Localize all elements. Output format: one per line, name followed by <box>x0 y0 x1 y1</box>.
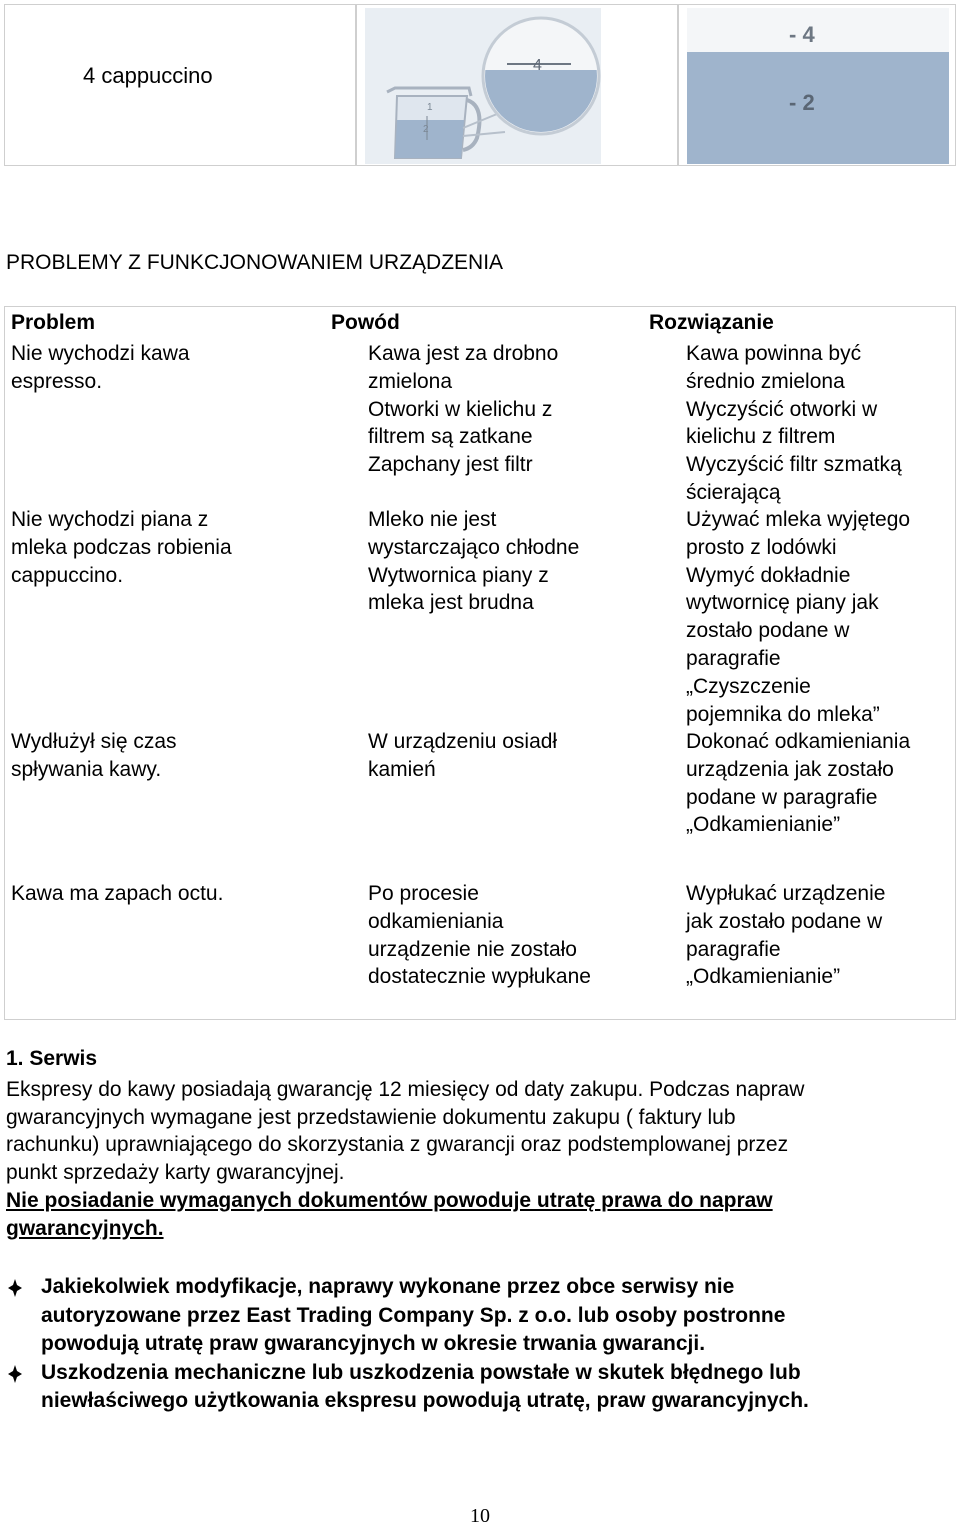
svg-text:2: 2 <box>423 124 429 135</box>
header-solution: Rozwiązanie <box>649 311 774 334</box>
section-title: PROBLEMY Z FUNKCJONOWANIEM URZĄDZENIA <box>6 251 504 274</box>
bullet-marker-icon <box>8 1365 22 1383</box>
serwis-heading: 1. Serwis <box>6 1047 98 1070</box>
header-problem: Problem <box>11 311 96 334</box>
svg-text:4: 4 <box>533 57 542 74</box>
row1-solution: Kawa powinna być średnio zmielona Wyczyścić otworki w kielichu z filtrem Wyczyścić filtr szmatką ścierającą <box>686 342 902 504</box>
serwis-warning: Nie posiadanie wymaganych dokumentów powoduje utratę prawa do napraw gwarancyjnych. <box>6 1189 773 1240</box>
row4-reason: Po procesie odkamieniania urządzenie nie zostało dostatecznie wypłukane <box>368 882 591 989</box>
row2-problem: Nie wychodzi piana z mleka podczas robienia cappuccino. <box>11 508 232 587</box>
illustration-cell-label <box>4 4 356 166</box>
svg-text:1: 1 <box>427 102 433 113</box>
illustration-table <box>4 4 956 166</box>
illustration-cell-scale <box>678 4 956 166</box>
bullet-item: Uszkodzenia mechaniczne lub uszkodzenia powstałe w skutek błędnego lub niewłaściwego użytkowania ekspresu powodują utratę, praw gwarancyjnych. <box>6 1359 956 1416</box>
svg-text:- 4: - 4 <box>789 22 815 47</box>
row3-reason: W urządzeniu osiadł kamień <box>368 730 558 781</box>
cappuccino-label: 4 cappuccino <box>83 63 213 88</box>
bullet-marker-icon <box>8 1279 22 1297</box>
row2-reason: Mleko nie jest wystarczająco chłodne Wytwornica piany z mleka jest brudna <box>368 508 580 615</box>
row3-problem: Wydłużył się czas spływania kawy. <box>11 730 177 781</box>
illustration-cell-jug <box>356 4 678 166</box>
row4-solution: Wypłukać urządzenie jak zostało podane w paragrafie „Odkamienianie” <box>686 882 886 989</box>
milk-jug-illustration <box>365 8 601 164</box>
row2-solution: Używać mleka wyjętego prosto z lodówki Wymyć dokładnie wytwornicę piany jak zostało podane w paragrafie „Czyszczenie pojemnika do mleka” <box>686 508 911 726</box>
bullet-item: Jakiekolwiek modyfikacje, naprawy wykonane przez obce serwisy nie autoryzowane przez East Trading Company Sp. z o.o. lub osoby postronne powodują utratę praw gwarancyjnych w okresie trwania gwarancji. <box>6 1273 956 1359</box>
row1-problem: Nie wychodzi kawa espresso. <box>11 342 190 393</box>
row4-problem: Kawa ma zapach octu. <box>11 882 224 905</box>
scale-illustration <box>687 8 949 164</box>
header-reason: Powód <box>331 311 400 334</box>
warranty-bullets <box>6 1273 956 1416</box>
svg-text:- 2: - 2 <box>789 90 815 115</box>
page-number: 10 <box>470 1505 490 1527</box>
row1-reason: Kawa jest za drobno zmielona Otworki w kielichu z filtrem są zatkane Zapchany jest filtr <box>368 342 559 477</box>
troubleshooting-table <box>4 306 956 1020</box>
serwis-paragraph: Ekspresy do kawy posiadają gwarancję 12 miesięcy od daty zakupu. Podczas napraw gwarancyjnych wymagane jest przedstawienie dokumentu zakupu ( faktury lub rachunku) uprawniającego do skorzystania z gwarancji oraz podstemplowanej przez punkt sprzedaży karty gwarancyjnej. <box>6 1078 805 1184</box>
row3-solution: Dokonać odkamieniania urządzenia jak zostało podane w paragrafie „Odkamienianie” <box>686 730 911 837</box>
